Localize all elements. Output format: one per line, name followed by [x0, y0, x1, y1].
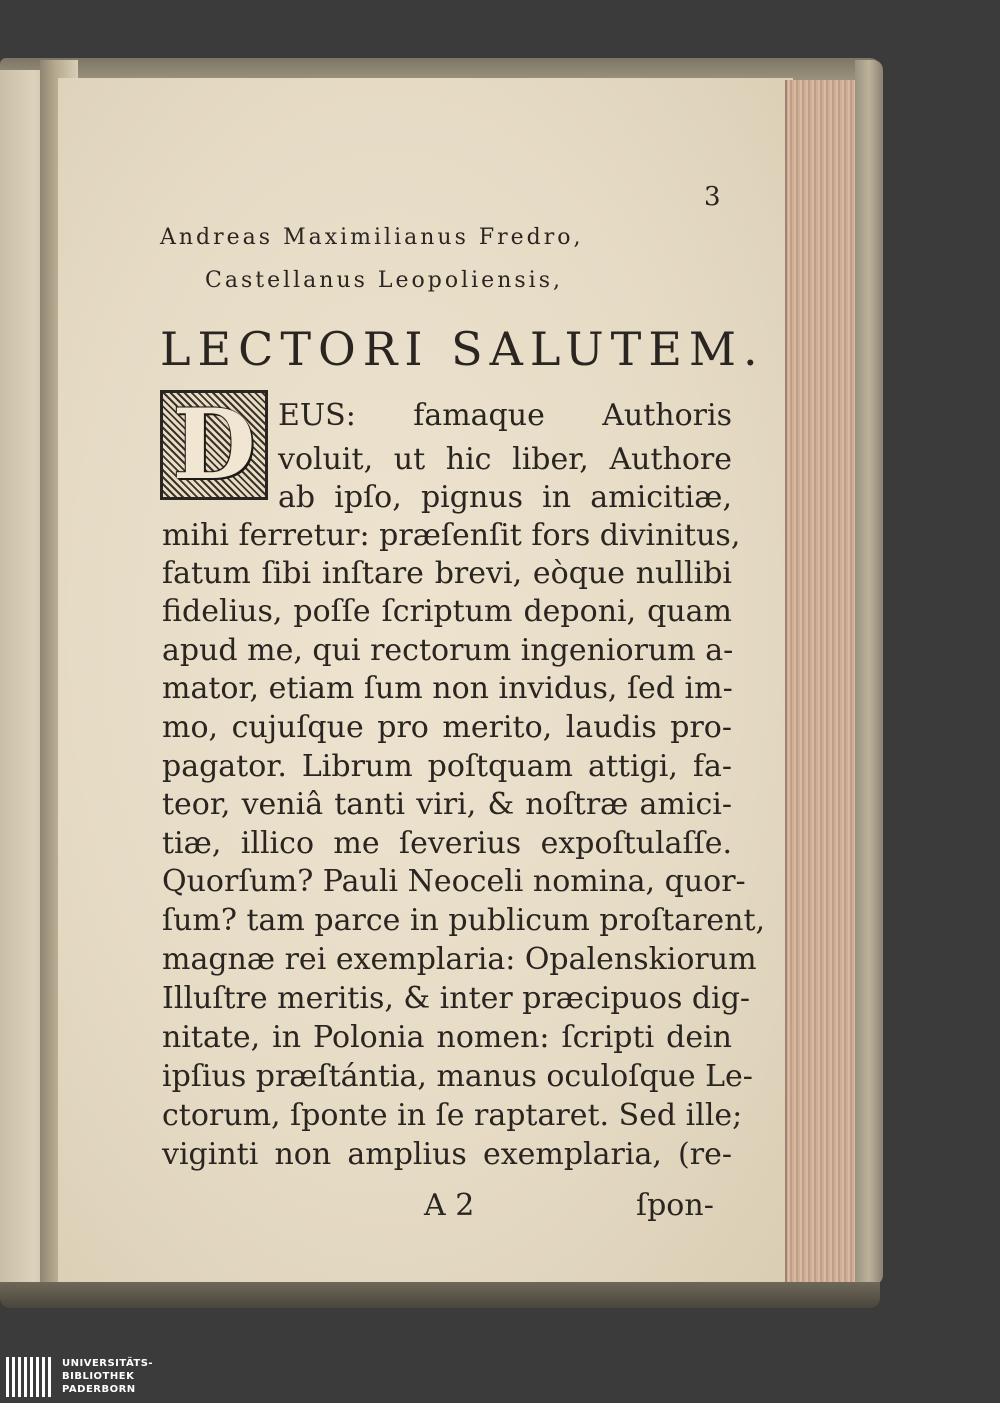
text-line: EUS: famaque Authoris [278, 398, 732, 433]
text-line: Quorſum? Pauli Neoceli nomina, quor- [162, 864, 746, 899]
text-line: pagator. Librum poſtquam attigi, fa- [162, 749, 732, 784]
text-line: ipſius præſtántia, manus oculoſque Le- [162, 1059, 753, 1094]
text-line: mator, etiam ſum non invidus, ſed im- [162, 671, 733, 706]
text-line: ſum? tam parce in publicum proſtarent, [162, 903, 766, 938]
text-line: nitate, in Polonia nomen: ſcripti dein [162, 1020, 732, 1055]
text-line: tiæ, illico me ſeverius expoſtulaſſe. [162, 826, 732, 861]
text-line: apud me, qui rectorum ingeniorum a- [162, 633, 734, 668]
text-line: fatum ſibi inſtare brevi, eòque nullibi [162, 556, 732, 591]
book-cover-right [855, 60, 883, 1285]
catchword: ſpon- [636, 1188, 714, 1223]
book-cover-bottom [0, 1282, 880, 1308]
text-line: ab ipſo, pignus in amicitiæ, [278, 480, 732, 515]
library-footer [0, 1352, 1000, 1403]
text-line: mihi ferretur: præſenſit fors divinitus, [162, 518, 741, 553]
text-line: fidelius, poſſe ſcriptum deponi, quam [162, 594, 732, 629]
text-line: teor, veniâ tanti viri, & noſtræ amici- [162, 787, 732, 822]
logo-text-line1: UNIVERSITÄTS- [62, 1358, 154, 1369]
logo-text-line3: PADERBORN [62, 1384, 136, 1395]
text-line: mo, cujuſque pro merito, laudis pro- [162, 710, 732, 745]
signature-mark: A 2 [424, 1188, 475, 1223]
library-logo-icon [6, 1357, 54, 1397]
logo-text-line2: BIBLIOTHEK [62, 1371, 135, 1382]
text-line: magnæ rei exemplaria: Opalenskiorum [162, 942, 757, 977]
text-line: voluit, ut hic liber, Authore [278, 442, 732, 477]
text-line: Illuſtre meritis, & inter præcipuos dig- [162, 981, 751, 1016]
text-line: ctorum, ſponte in ſe raptaret. Sed ille; [162, 1098, 743, 1133]
page-title: LECTORI SALUTEM. [160, 322, 765, 376]
heading-author-title: Castellanus Leopoliensis, [205, 268, 563, 293]
page-fore-edge [785, 80, 862, 1285]
decorated-initial [160, 390, 268, 500]
page-number: 3 [704, 182, 721, 212]
initial-letter: D [172, 388, 256, 501]
heading-author-name: Andreas Maximilianus Fredro, [160, 225, 584, 250]
text-line: viginti non amplius exemplaria, (re- [162, 1137, 732, 1172]
